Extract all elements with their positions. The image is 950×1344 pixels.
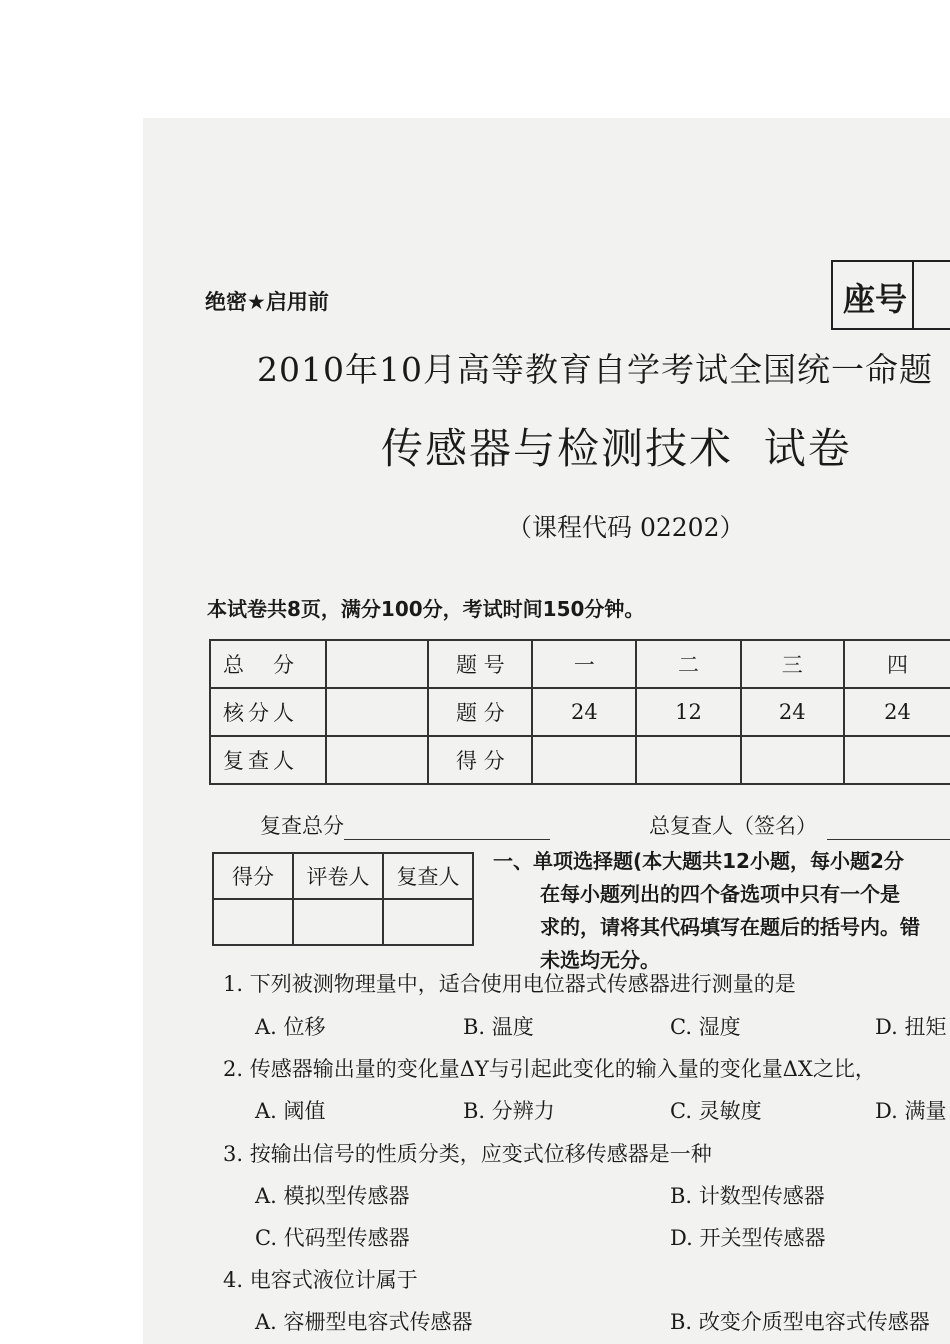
earned-cell[interactable] xyxy=(532,736,636,784)
course-code: （课程代码 02202） xyxy=(507,513,745,542)
exam-title: 2010年10月高等教育自学考试全国统一命题 xyxy=(257,350,933,389)
question-number: 2. xyxy=(223,1057,244,1081)
option-b[interactable]: B. 分辨力 xyxy=(463,1099,555,1123)
points-cell: 12 xyxy=(636,688,740,736)
score-table xyxy=(209,639,950,785)
col-header: 四 xyxy=(844,640,950,688)
section-1-line: 在每小题列出的四个备选项中只有一个是 xyxy=(540,882,900,906)
question-number: 4. xyxy=(223,1268,244,1292)
review-total-field xyxy=(260,810,550,840)
grader-table xyxy=(212,852,474,946)
option-d[interactable]: D. 扭矩 xyxy=(875,1015,947,1039)
chief-reviewer-label: 总复查人（签名） xyxy=(649,814,817,838)
review-total-label: 复查总分 xyxy=(260,814,344,838)
points-cell: 24 xyxy=(741,688,844,736)
option-b[interactable]: B. 改变介质型电容式传感器 xyxy=(670,1310,930,1334)
option-c[interactable]: C. 灵敏度 xyxy=(670,1099,762,1123)
question-number-label: 题 号 xyxy=(428,640,532,688)
exam-paper xyxy=(143,118,950,1344)
seat-label: 座号 xyxy=(843,280,908,318)
option-a[interactable]: A. 容栅型电容式传感器 xyxy=(255,1310,473,1334)
question-1 xyxy=(223,968,796,998)
section-1-line: 一、单项选择题(本大题共12小题，每小题2分 xyxy=(493,849,904,873)
grader-score-label: 得分 xyxy=(213,853,293,899)
question-text: 传感器输出量的变化量ΔY与引起此变化的输入量的变化量ΔX之比， xyxy=(249,1057,876,1081)
total-score-label: 总 分 xyxy=(210,640,326,688)
chief-reviewer-line[interactable] xyxy=(827,817,950,840)
option-c[interactable]: C. 湿度 xyxy=(670,1015,741,1039)
grader-reviewer-label: 复查人 xyxy=(383,853,473,899)
seat-number-box xyxy=(831,260,950,330)
earned-cell[interactable] xyxy=(844,736,950,784)
secrecy-label: 绝密★启用前 xyxy=(205,290,329,314)
grader-cell[interactable] xyxy=(293,899,383,945)
grader-reviewer-cell[interactable] xyxy=(383,899,473,945)
reviewer-label: 复查人 xyxy=(210,736,326,784)
reviewer-cell[interactable] xyxy=(326,736,429,784)
option-b[interactable]: B. 温度 xyxy=(463,1015,534,1039)
question-2 xyxy=(223,1053,876,1083)
col-header: 三 xyxy=(741,640,844,688)
review-total-line[interactable] xyxy=(344,817,550,840)
option-a[interactable]: A. 阈值 xyxy=(255,1099,326,1123)
option-d[interactable]: D. 开关型传感器 xyxy=(670,1226,826,1250)
question-number: 1. xyxy=(223,972,244,996)
question-3 xyxy=(223,1138,712,1168)
total-score-cell[interactable] xyxy=(326,640,429,688)
option-a[interactable]: A. 位移 xyxy=(255,1015,326,1039)
section-1-line: 求的，请将其代码填写在题后的括号内。错 xyxy=(540,915,920,939)
points-cell: 24 xyxy=(532,688,636,736)
chief-reviewer-field xyxy=(649,810,950,840)
grader-label: 评卷人 xyxy=(293,853,383,899)
earned-score-label: 得 分 xyxy=(428,736,532,784)
question-text: 电容式液位计属于 xyxy=(249,1268,418,1292)
exam-info: 本试卷共8页，满分100分，考试时间150分钟。 xyxy=(207,597,645,621)
option-c[interactable]: C. 代码型传感器 xyxy=(255,1226,410,1250)
grader-score-cell[interactable] xyxy=(213,899,293,945)
option-b[interactable]: B. 计数型传感器 xyxy=(670,1184,825,1208)
question-points-label: 题 分 xyxy=(428,688,532,736)
option-a[interactable]: A. 模拟型传感器 xyxy=(255,1184,410,1208)
question-text: 按输出信号的性质分类，应变式位移传感器是一种 xyxy=(249,1142,712,1166)
question-text: 下列被测物理量中，适合使用电位器式传感器进行测量的是 xyxy=(249,972,796,996)
paper-title: 传感器与检测技术 试卷 xyxy=(381,424,852,473)
score-checker-cell[interactable] xyxy=(326,688,429,736)
question-number: 3. xyxy=(223,1142,244,1166)
section-1-line: 未选均无分。 xyxy=(540,948,660,972)
score-checker-label: 核分人 xyxy=(210,688,326,736)
option-d[interactable]: D. 满量 xyxy=(875,1099,947,1123)
earned-cell[interactable] xyxy=(741,736,844,784)
points-cell: 24 xyxy=(844,688,950,736)
col-header: 二 xyxy=(636,640,740,688)
col-header: 一 xyxy=(532,640,636,688)
question-4 xyxy=(223,1264,418,1294)
section-1-heading xyxy=(493,845,920,977)
earned-cell[interactable] xyxy=(636,736,740,784)
